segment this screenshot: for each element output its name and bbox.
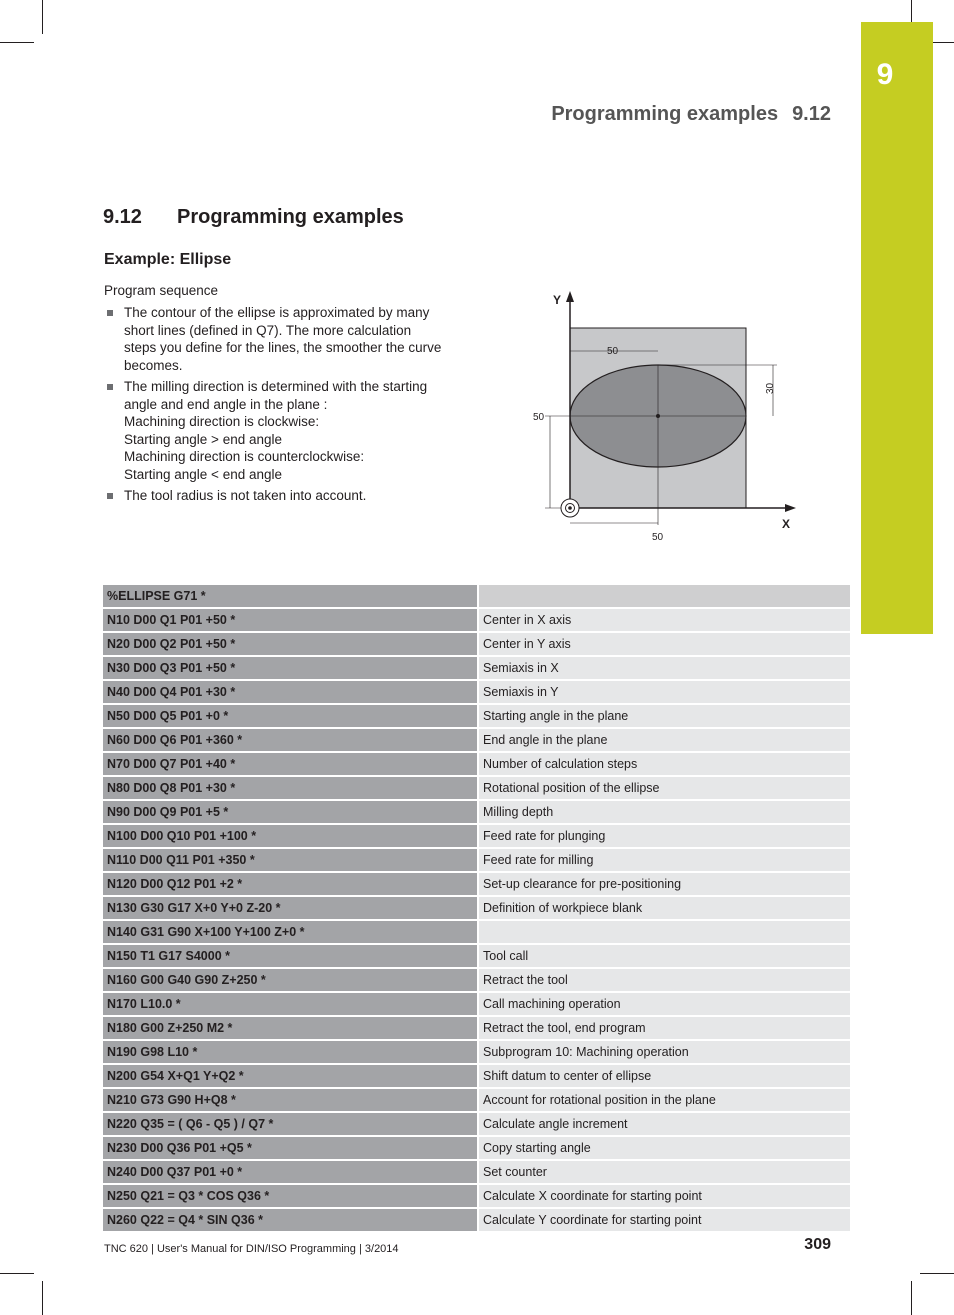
table-row bbox=[103, 752, 850, 776]
page-number: 309 bbox=[804, 1236, 831, 1253]
table-row bbox=[103, 1064, 850, 1088]
program-description-cell: Calculate X coordinate for starting point bbox=[478, 1184, 850, 1208]
semiaxis-x-label: 50 bbox=[607, 346, 619, 357]
program-description-cell: Semiaxis in X bbox=[478, 656, 850, 680]
table-row bbox=[103, 608, 850, 632]
program-code-cell: N10 D00 Q1 P01 +50 * bbox=[103, 608, 478, 632]
bullet-line: Starting angle < end angle bbox=[124, 466, 282, 482]
chapter-number: 9 bbox=[876, 58, 894, 91]
footer-text: TNC 620 | User's Manual for DIN/ISO Programming | 3/2014 bbox=[104, 1243, 399, 1255]
table-row bbox=[103, 944, 850, 968]
program-description-cell: Retract the tool bbox=[478, 968, 850, 992]
bullet-line: The tool radius is not taken into account. bbox=[124, 488, 367, 503]
table-row bbox=[103, 968, 850, 992]
crop-mark bbox=[42, 1281, 43, 1315]
program-code-cell: N160 G00 G40 G90 Z+250 * bbox=[103, 968, 478, 992]
x-axis-label: X bbox=[782, 517, 791, 531]
section-heading bbox=[103, 206, 404, 229]
crop-mark bbox=[42, 0, 43, 34]
table-row bbox=[103, 872, 850, 896]
program-table bbox=[103, 585, 850, 1233]
table-row bbox=[103, 728, 850, 752]
chapter-tab bbox=[861, 22, 933, 634]
program-code-cell: N250 Q21 = Q3 * COS Q36 * bbox=[103, 1184, 478, 1208]
program-description-cell: Center in Y axis bbox=[478, 632, 850, 656]
table-row bbox=[103, 824, 850, 848]
program-code-cell: N190 G98 L10 * bbox=[103, 1040, 478, 1064]
table-row bbox=[103, 896, 850, 920]
program-code-cell: N240 D00 Q37 P01 +0 * bbox=[103, 1160, 478, 1184]
program-description-cell: Set-up clearance for pre-positioning bbox=[478, 872, 850, 896]
center-x-label: 50 bbox=[652, 532, 664, 543]
program-code-cell: %ELLIPSE G71 * bbox=[103, 585, 478, 608]
program-description-cell: Shift datum to center of ellipse bbox=[478, 1064, 850, 1088]
program-code-cell: N100 D00 Q10 P01 +100 * bbox=[103, 824, 478, 848]
bullet-line: The milling direction is determined with the starting bbox=[124, 379, 428, 394]
program-description-cell: Copy starting angle bbox=[478, 1136, 850, 1160]
program-code-cell: N170 L10.0 * bbox=[103, 992, 478, 1016]
program-code-cell: N220 Q35 = ( Q6 - Q5 ) / Q7 * bbox=[103, 1112, 478, 1136]
program-code-cell: N120 D00 Q12 P01 +2 * bbox=[103, 872, 478, 896]
table-row bbox=[103, 800, 850, 824]
table-row bbox=[103, 680, 850, 704]
program-code-cell: N200 G54 X+Q1 Y+Q2 * bbox=[103, 1064, 478, 1088]
program-code-cell: N140 G31 G90 X+100 Y+100 Z+0 * bbox=[103, 920, 478, 944]
program-description-cell: Milling depth bbox=[478, 800, 850, 824]
ellipse-figure bbox=[525, 285, 805, 545]
program-code-cell: N60 D00 Q6 P01 +360 * bbox=[103, 728, 478, 752]
program-description-cell: Number of calculation steps bbox=[478, 752, 850, 776]
table-row bbox=[103, 1184, 850, 1208]
program-description-cell: End angle in the plane bbox=[478, 728, 850, 752]
table-row bbox=[103, 704, 850, 728]
intro-text: Program sequence bbox=[104, 283, 219, 298]
program-code-cell: N30 D00 Q3 P01 +50 * bbox=[103, 656, 478, 680]
program-code-cell: N260 Q22 = Q4 * SIN Q36 * bbox=[103, 1208, 478, 1232]
table-row bbox=[103, 1160, 850, 1184]
program-description-cell: Account for rotational position in the plane bbox=[478, 1088, 850, 1112]
program-description-cell: Feed rate for plunging bbox=[478, 824, 850, 848]
semiaxis-y-label: 30 bbox=[765, 382, 776, 394]
bullet-item bbox=[104, 378, 484, 483]
table-row bbox=[103, 1016, 850, 1040]
section-number: 9.12 bbox=[103, 206, 142, 228]
bullet-list bbox=[104, 304, 484, 509]
table-row bbox=[103, 632, 850, 656]
table-row bbox=[103, 1136, 850, 1160]
program-code-cell: N20 D00 Q2 P01 +50 * bbox=[103, 632, 478, 656]
program-code-cell: N150 T1 G17 S4000 * bbox=[103, 944, 478, 968]
bullet-line: Starting angle > end angle bbox=[124, 431, 282, 447]
program-code-cell: N90 D00 Q9 P01 +5 * bbox=[103, 800, 478, 824]
table-row bbox=[103, 1112, 850, 1136]
program-description-cell bbox=[478, 920, 850, 944]
crop-mark bbox=[920, 1273, 954, 1274]
table-row bbox=[103, 992, 850, 1016]
crop-mark bbox=[911, 1281, 912, 1315]
program-description-cell: Subprogram 10: Machining operation bbox=[478, 1040, 850, 1064]
program-description-cell: Center in X axis bbox=[478, 608, 850, 632]
program-description-cell: Calculate angle increment bbox=[478, 1112, 850, 1136]
program-code-cell: N50 D00 Q5 P01 +0 * bbox=[103, 704, 478, 728]
bullet-line: short lines (defined in Q7). The more calculation bbox=[124, 322, 412, 338]
y-axis-label: Y bbox=[553, 293, 562, 307]
crop-mark bbox=[0, 42, 34, 43]
program-code-cell: N180 G00 Z+250 M2 * bbox=[103, 1016, 478, 1040]
table-row bbox=[103, 656, 850, 680]
x-axis-arrow bbox=[785, 504, 796, 512]
program-description-cell: Semiaxis in Y bbox=[478, 680, 850, 704]
program-code-cell: N70 D00 Q7 P01 +40 * bbox=[103, 752, 478, 776]
bullet-line: Machining direction is clockwise: bbox=[124, 414, 320, 429]
bullet-line: steps you define for the lines, the smoother the curve bbox=[124, 340, 442, 355]
program-description-cell: Set counter bbox=[478, 1160, 850, 1184]
running-header-number: 9.12 bbox=[792, 103, 831, 125]
program-code-cell: N110 D00 Q11 P01 +350 * bbox=[103, 848, 478, 872]
bullet-item bbox=[104, 304, 484, 374]
table-row bbox=[103, 1208, 850, 1232]
program-description-cell: Calculate Y coordinate for starting point bbox=[478, 1208, 850, 1232]
program-description-cell: Starting angle in the plane bbox=[478, 704, 850, 728]
table-row bbox=[103, 1040, 850, 1064]
bullet-line: The contour of the ellipse is approximated by many bbox=[124, 305, 430, 320]
program-code-cell: N130 G30 G17 X+0 Y+0 Z-20 * bbox=[103, 896, 478, 920]
program-description-cell: Call machining operation bbox=[478, 992, 850, 1016]
bullet-line: angle and end angle in the plane : bbox=[124, 396, 328, 412]
bullet-line: becomes. bbox=[124, 357, 183, 373]
program-code-cell: N80 D00 Q8 P01 +30 * bbox=[103, 776, 478, 800]
program-description-cell: Retract the tool, end program bbox=[478, 1016, 850, 1040]
program-code-cell: N40 D00 Q4 P01 +30 * bbox=[103, 680, 478, 704]
running-header-title: Programming examples bbox=[551, 103, 779, 125]
crop-mark bbox=[0, 1273, 34, 1274]
table-row bbox=[103, 920, 850, 944]
table-row bbox=[103, 848, 850, 872]
program-code-cell: N210 G73 G90 H+Q8 * bbox=[103, 1088, 478, 1112]
program-description-cell: Rotational position of the ellipse bbox=[478, 776, 850, 800]
program-description-cell: Feed rate for milling bbox=[478, 848, 850, 872]
table-row bbox=[103, 776, 850, 800]
program-description-cell: Definition of workpiece blank bbox=[478, 896, 850, 920]
section-title: Programming examples bbox=[177, 206, 404, 228]
program-description-cell bbox=[478, 585, 850, 608]
center-point bbox=[656, 414, 660, 418]
subsection-title: Example: Ellipse bbox=[104, 251, 232, 268]
datum-symbol-dot bbox=[568, 506, 572, 510]
y-axis-arrow bbox=[566, 291, 574, 302]
center-y-label: 50 bbox=[533, 412, 545, 423]
program-description-cell: Tool call bbox=[478, 944, 850, 968]
table-row bbox=[103, 1088, 850, 1112]
bullet-line: Machining direction is counterclockwise: bbox=[124, 449, 365, 464]
bullet-item bbox=[104, 487, 484, 505]
running-header bbox=[551, 103, 831, 126]
program-code-cell: N230 D00 Q36 P01 +Q5 * bbox=[103, 1136, 478, 1160]
table-row bbox=[103, 585, 850, 608]
